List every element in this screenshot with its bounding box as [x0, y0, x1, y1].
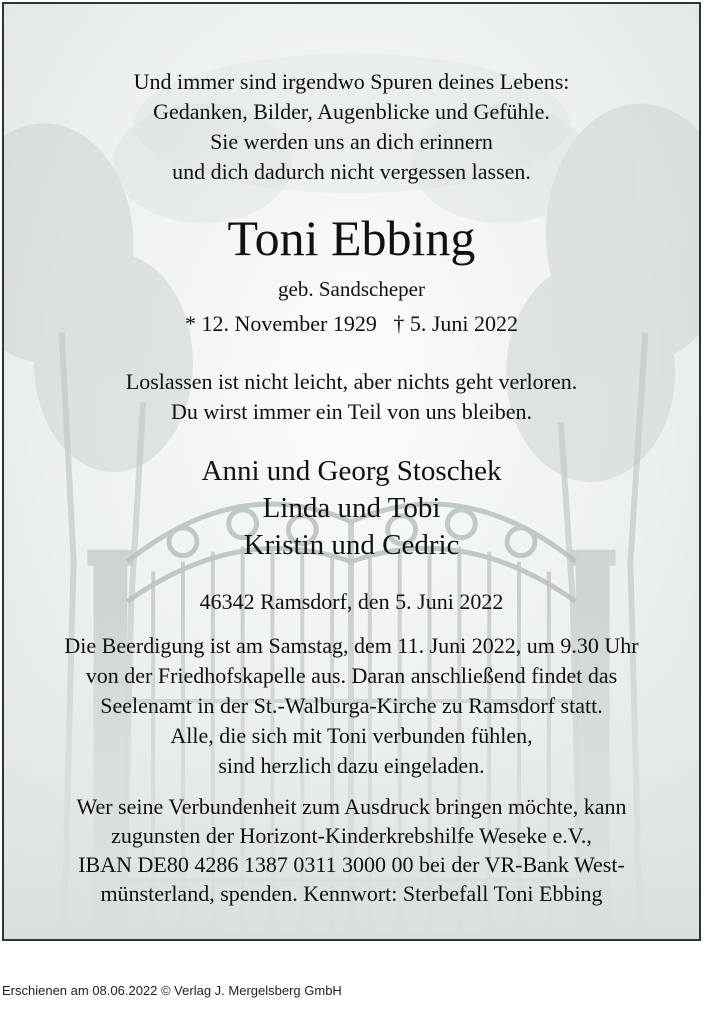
funeral-information — [4, 631, 699, 781]
donation-information — [4, 792, 699, 908]
birth-name: geb. Sandscheper — [278, 277, 425, 301]
funeral-line: Die Beerdigung ist am Samstag, dem 11. Juni 2022, um 9.30 Uhr — [64, 633, 639, 658]
donation-line: münsterland, spenden. Kennwort: Sterbefall Toni Ebbing — [100, 881, 603, 906]
donation-line: Wer seine Verbundenheit zum Ausdruck bringen möchte, kann — [76, 794, 627, 819]
donation-line: IBAN DE80 4286 1387 0311 3000 00 bei der VR-Bank West- — [78, 852, 625, 877]
life-dates — [4, 310, 699, 338]
funeral-line: von der Friedhofskapelle aus. Daran anschließend findet das — [85, 663, 618, 688]
death-date: † 5. Juni 2022 — [393, 311, 519, 336]
place-and-date: 46342 Ramsdorf, den 5. Juni 2022 — [199, 589, 504, 614]
funeral-line: sind herzlich dazu eingeladen. — [218, 753, 485, 778]
obituary-notice — [2, 2, 701, 941]
birth-date: * 12. November 1929 — [184, 311, 377, 336]
opening-verse — [4, 67, 699, 187]
verse-line: Loslassen ist nicht leicht, aber nichts geht verloren. — [125, 369, 578, 394]
mourner-line: Kristin und Cedric — [243, 529, 460, 561]
verse-line: Und immer sind irgendwo Spuren deines Lebens: — [133, 69, 570, 94]
donation-line: zugunsten der Horizont-Kinderkrebshilfe Weseke e.V., — [111, 823, 592, 848]
verse-line: und dich dadurch nicht vergessen lassen. — [172, 159, 531, 184]
verse-line: Du wirst immer ein Teil von uns bleiben. — [170, 399, 532, 424]
publication-note: Erschienen am 08.06.2022 © Verlag J. Mergelsberg GmbH — [2, 983, 342, 998]
deceased-name: Toni Ebbing — [227, 210, 476, 266]
verse-line: Gedanken, Bilder, Augenblicke und Gefühle. — [153, 99, 550, 124]
mourner-line: Anni und Georg Stoschek — [201, 455, 502, 487]
verse-line: Sie werden uns an dich erinnern — [210, 129, 493, 154]
mourner-line: Linda und Tobi — [262, 492, 441, 524]
mourners-list — [4, 453, 699, 564]
middle-verse — [4, 367, 699, 427]
funeral-line: Alle, die sich mit Toni verbunden fühlen, — [170, 723, 533, 748]
funeral-line: Seelenamt in der St.-Walburga-Kirche zu Ramsdorf statt. — [100, 693, 603, 718]
